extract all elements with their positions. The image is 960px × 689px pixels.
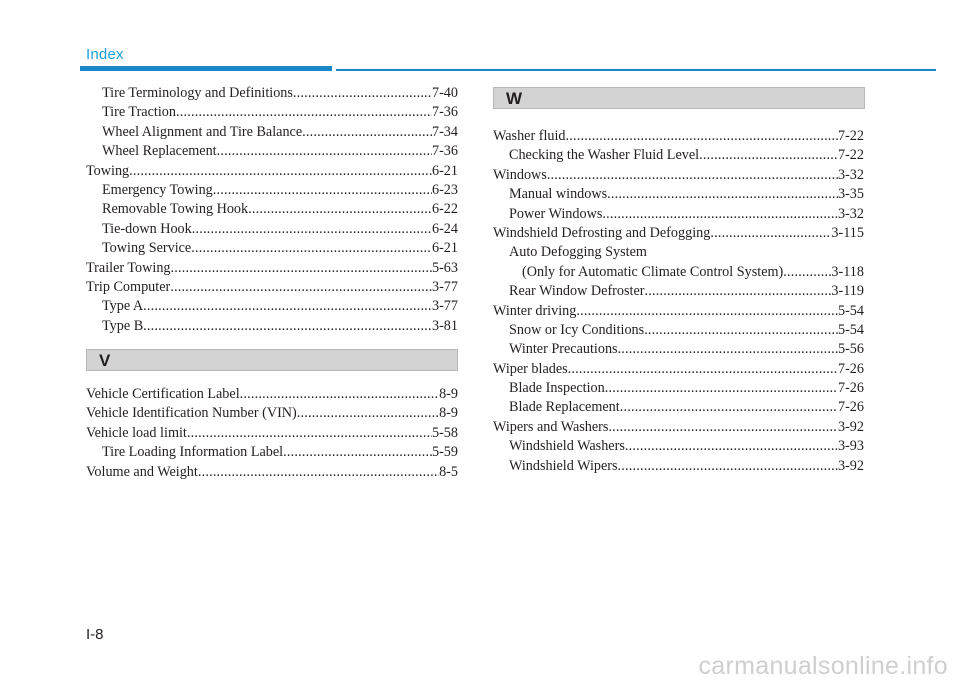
index-entry-term: Removable Towing Hook bbox=[102, 201, 249, 218]
index-entry[interactable] bbox=[493, 321, 864, 340]
index-entry-term: Rear Window Defroster bbox=[509, 283, 645, 300]
index-entry[interactable] bbox=[493, 166, 864, 185]
index-entry[interactable] bbox=[493, 398, 864, 417]
dot-leader bbox=[547, 166, 838, 185]
index-entry-term: Auto Defogging System bbox=[509, 244, 647, 261]
dot-leader bbox=[143, 317, 432, 336]
index-entry-page: 6-23 bbox=[431, 181, 458, 198]
index-entry-page: 6-22 bbox=[431, 201, 458, 218]
index-entry[interactable] bbox=[493, 457, 864, 476]
dot-leader bbox=[171, 259, 432, 278]
index-entry-term: Wheel Alignment and Tire Balance bbox=[102, 123, 303, 140]
index-entry-page: 3-32 bbox=[837, 166, 864, 183]
index-entry-page: 7-40 bbox=[431, 85, 458, 101]
index-entry-page: 3-118 bbox=[831, 263, 864, 280]
section-header-v bbox=[86, 349, 458, 371]
index-entry-page: 7-26 bbox=[837, 360, 864, 377]
section-header-w bbox=[493, 87, 865, 109]
index-entry-term: Vehicle load limit bbox=[86, 424, 187, 441]
dot-leader bbox=[602, 205, 838, 224]
section-header-w-wrap bbox=[493, 87, 865, 109]
dot-leader bbox=[618, 340, 838, 359]
index-entry-term: Tie-down Hook bbox=[102, 220, 192, 237]
index-entry-term: Washer fluid bbox=[493, 128, 566, 144]
index-entry[interactable] bbox=[86, 220, 458, 239]
index-entry-term: Wipers and Washers bbox=[493, 418, 609, 435]
index-entry[interactable] bbox=[493, 185, 864, 204]
index-entry[interactable] bbox=[493, 302, 864, 321]
dot-leader bbox=[605, 379, 838, 398]
index-entry-page: 7-26 bbox=[837, 380, 864, 397]
index-entry-term: Wheel Replacement bbox=[102, 143, 217, 160]
index-entry[interactable] bbox=[493, 340, 864, 359]
dot-leader bbox=[213, 181, 432, 200]
dot-leader bbox=[783, 263, 831, 282]
index-entry-page: 7-34 bbox=[431, 123, 458, 140]
dot-leader bbox=[176, 103, 432, 122]
dot-leader bbox=[644, 321, 838, 340]
section-letter-w: W bbox=[506, 89, 523, 108]
dot-leader bbox=[283, 443, 432, 462]
index-entry-page: 5-63 bbox=[431, 259, 458, 276]
dot-leader bbox=[293, 84, 432, 103]
dot-leader bbox=[710, 224, 831, 243]
index-entry[interactable] bbox=[86, 443, 458, 462]
index-entry-page: 5-54 bbox=[837, 321, 864, 338]
index-entry[interactable] bbox=[493, 224, 864, 243]
index-entry-term: Vehicle Identification Number (VIN) bbox=[86, 405, 297, 422]
index-entry-page: 3-35 bbox=[837, 186, 864, 203]
index-entry[interactable] bbox=[493, 146, 864, 165]
index-entry-term: Trailer Towing bbox=[86, 259, 171, 276]
index-entry-page: 3-77 bbox=[431, 298, 458, 315]
index-entry[interactable] bbox=[493, 205, 864, 224]
index-entry-page: 3-77 bbox=[431, 278, 458, 295]
dot-leader bbox=[217, 142, 432, 161]
dot-leader bbox=[608, 418, 838, 437]
dot-leader bbox=[302, 123, 432, 142]
index-entry-page: 6-21 bbox=[431, 240, 458, 257]
index-entry[interactable] bbox=[86, 123, 458, 142]
index-entry-term: Type B bbox=[102, 317, 144, 334]
index-entry-page: 3-93 bbox=[837, 438, 864, 455]
dot-leader bbox=[248, 200, 432, 219]
index-entry[interactable] bbox=[493, 243, 864, 262]
dot-leader bbox=[129, 162, 432, 181]
dot-leader bbox=[699, 146, 838, 165]
page-number: I-8 bbox=[86, 626, 104, 643]
index-entry-term: Tire Terminology and Definitions bbox=[102, 85, 293, 101]
dot-leader bbox=[198, 463, 439, 482]
index-list-w bbox=[493, 127, 864, 476]
index-entry-term: Volume and Weight bbox=[86, 463, 198, 480]
dot-leader bbox=[170, 278, 432, 297]
index-entry[interactable] bbox=[493, 418, 864, 437]
index-entry-page: 3-115 bbox=[831, 224, 864, 241]
index-entry[interactable] bbox=[86, 278, 458, 297]
index-entry-term: Tire Traction bbox=[102, 104, 176, 121]
index-entry-term: Blade Replacement bbox=[509, 399, 620, 416]
index-entry-page: 5-59 bbox=[431, 444, 458, 461]
dot-leader bbox=[576, 302, 838, 321]
index-entry-term: Type A bbox=[102, 298, 144, 315]
dot-leader bbox=[240, 385, 439, 404]
dot-leader bbox=[187, 424, 432, 443]
index-entry-page: 8-9 bbox=[439, 405, 458, 422]
section-letter-v: V bbox=[99, 351, 111, 371]
index-entry-page: 8-9 bbox=[439, 386, 458, 403]
index-entry-term: Emergency Towing bbox=[102, 181, 213, 198]
index-entry-term: Checking the Washer Fluid Level bbox=[509, 147, 700, 164]
index-entry-page: 3-32 bbox=[837, 205, 864, 222]
index-entry-term: Tire Loading Information Label bbox=[102, 444, 284, 461]
index-entry-page: 7-22 bbox=[837, 128, 864, 144]
dot-leader bbox=[625, 437, 838, 456]
index-entry-page: 5-54 bbox=[837, 302, 864, 319]
index-entry-page: 3-92 bbox=[837, 418, 864, 435]
index-entry-term: Windshield Washers bbox=[509, 438, 625, 455]
index-entry[interactable] bbox=[86, 424, 458, 443]
dot-leader bbox=[566, 127, 838, 146]
index-entry-page: 3-81 bbox=[431, 317, 458, 334]
index-entry-term: Snow or Icy Conditions bbox=[509, 321, 645, 338]
index-entry[interactable] bbox=[493, 379, 864, 398]
index-entry-page: 3-119 bbox=[831, 283, 864, 300]
index-entry-page: 6-21 bbox=[431, 162, 458, 179]
index-entry-term: Power Windows bbox=[509, 205, 603, 222]
index-entry[interactable] bbox=[86, 404, 458, 423]
index-entry-page: 7-22 bbox=[837, 147, 864, 164]
index-entry-page: 7-36 bbox=[431, 104, 458, 121]
index-entry[interactable] bbox=[493, 263, 864, 282]
index-entry-term: Towing Service bbox=[102, 240, 192, 257]
index-entry-term: Winter Precautions bbox=[509, 341, 618, 358]
index-entry-page: 3-92 bbox=[837, 457, 864, 474]
index-entry[interactable] bbox=[86, 385, 458, 404]
dot-leader bbox=[192, 220, 432, 239]
index-entry-term: Trip Computer bbox=[86, 278, 171, 295]
index-entry[interactable] bbox=[86, 162, 458, 181]
dot-leader bbox=[297, 404, 439, 423]
index-entry[interactable] bbox=[493, 437, 864, 456]
index-entry[interactable] bbox=[86, 142, 458, 161]
index-entry[interactable] bbox=[493, 360, 864, 379]
index-list-v bbox=[86, 385, 458, 482]
dot-leader bbox=[618, 457, 838, 476]
index-entry-page: 7-26 bbox=[837, 399, 864, 416]
page-header-title: Index bbox=[86, 46, 124, 63]
index-entry-term: Blade Inspection bbox=[509, 380, 605, 397]
index-entry[interactable] bbox=[86, 463, 458, 482]
dot-leader bbox=[143, 297, 432, 316]
header-rule-thin bbox=[336, 69, 936, 71]
index-entry-term: Windshield Wipers bbox=[509, 457, 618, 474]
index-entry-term: Manual windows bbox=[509, 186, 608, 203]
index-entry-page: 5-58 bbox=[431, 424, 458, 441]
index-entry-term: Windows bbox=[493, 166, 547, 183]
index-entry-term: Towing bbox=[86, 162, 130, 179]
dot-leader bbox=[620, 398, 838, 417]
index-entry[interactable] bbox=[86, 259, 458, 278]
index-entry[interactable] bbox=[86, 200, 458, 219]
header-rule-thick bbox=[80, 66, 332, 71]
index-entry[interactable] bbox=[86, 297, 458, 316]
index-entry-page: 6-24 bbox=[431, 220, 458, 237]
index-entry[interactable] bbox=[493, 282, 864, 301]
index-entry-term: Vehicle Certification Label bbox=[86, 386, 240, 403]
index-entry-page: 5-56 bbox=[837, 341, 864, 358]
index-entry-term: (Only for Automatic Climate Control System) bbox=[522, 263, 784, 280]
dot-leader bbox=[607, 185, 838, 204]
index-entry-page: 8-5 bbox=[439, 463, 458, 480]
index-entry[interactable] bbox=[493, 127, 864, 146]
index-entry[interactable] bbox=[86, 84, 458, 103]
index-entry[interactable] bbox=[86, 317, 458, 336]
index-entry-page: 7-36 bbox=[431, 143, 458, 160]
index-entry-term: Wiper blades bbox=[493, 360, 568, 377]
index-entry[interactable] bbox=[86, 239, 458, 258]
index-left-column bbox=[86, 84, 458, 482]
index-list-t-continued bbox=[86, 84, 458, 336]
dot-leader bbox=[644, 282, 831, 301]
dot-leader bbox=[191, 239, 432, 258]
index-right-column bbox=[493, 127, 864, 476]
dot-leader bbox=[568, 360, 838, 379]
watermark-text: carmanualsonline.info bbox=[698, 652, 948, 680]
index-entry[interactable] bbox=[86, 103, 458, 122]
index-entry[interactable] bbox=[86, 181, 458, 200]
index-entry-term: Winter driving bbox=[493, 302, 577, 319]
index-entry-term: Windshield Defrosting and Defogging bbox=[493, 224, 711, 241]
